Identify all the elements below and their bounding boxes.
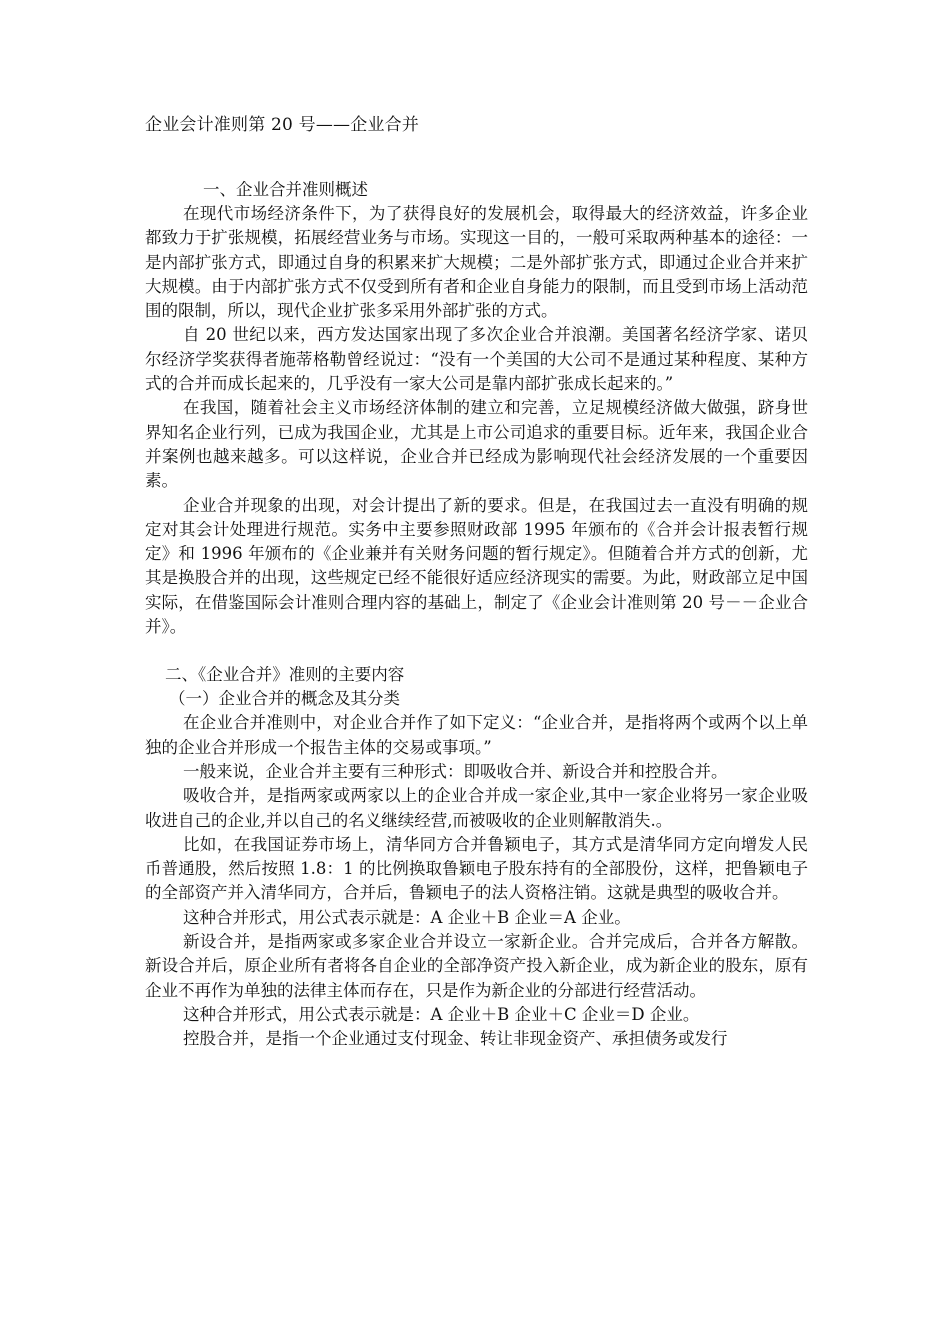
- paragraph: 一般来说，企业合并主要有三种形式：即吸收合并、新设合并和控股合并。: [183, 761, 728, 781]
- paragraph: 吸收合并，是指两家或两家以上的企业合并成一家企业,其中一家企业将另一家企业吸收进自己的企业,并以自己的名义继续经营,而被吸收的企业则解散消失.。: [145, 786, 808, 830]
- section-main-content: [145, 663, 808, 1051]
- paragraph: 这种合并形式，用公式表示就是：A 企业＋B 企业＝A 企业。: [183, 907, 631, 927]
- paragraph: 这种合并形式，用公式表示就是：A 企业＋B 企业＋C 企业＝D 企业。: [183, 1004, 700, 1024]
- paragraph: 在企业合并准则中，对企业合并作了如下定义：“企业合并，是指将两个或两个以上单独的企业合并形成一个报告主体的交易或事项。”: [145, 713, 808, 757]
- paragraph: 企业合并现象的出现，对会计提出了新的要求。但是，在我国过去一直没有明确的规定对其会计处理进行规范。实务中主要参照财政部 1995 年颁布的《合并会计报表暂行规定》和 1996 年颁布的《企业兼并有关财务问题的暂行规定》。但随着合并方式的创新，尤其是换股合并的出现，这些规定已经不能很好适应经济现实的需要。为此，财政部立足中国实际，在借鉴国际会计准则合理内容的基础上，制定了《企业会计准则第 20 号－－企业合并》。: [145, 495, 808, 637]
- paragraph: 控股合并，是指一个企业通过支付现金、转让非现金资产、承担债务或发行: [183, 1029, 728, 1049]
- section-heading: 一、企业合并准则概述: [203, 180, 368, 199]
- section-heading: 二、《企业合并》准则的主要内容: [165, 665, 405, 685]
- paragraph: 比如，在我国证券市场上，清华同方合并鲁颖电子，其方式是清华同方定向增发人民币普通股，然后按照 1.8：1 的比例换取鲁颖电子股东持有的全部股份，这样，把鲁颖电子的全部资产并入清华同方，合并后，鲁颖电子的法人资格注销。这就是典型的吸收合并。: [145, 834, 808, 903]
- section-spacer: [145, 639, 808, 663]
- document-title: 企业会计准则第 20 号——企业合并: [145, 115, 420, 135]
- paragraph: 自 20 世纪以来，西方发达国家出现了多次企业合并浪潮。美国著名经济学家、诺贝尔经济学奖获得者施蒂格勒曾经说过：“没有一个美国的大公司不是通过某种程度、某种方式的合并而成长起来的，几乎没有一家大公司是靠内部扩张成长起来的。”: [145, 325, 808, 394]
- subsection-heading: （一）企业合并的概念及其分类: [169, 689, 400, 709]
- paragraph: 在我国，随着社会主义市场经济体制的建立和完善，立足规模经济做大做强，跻身世界知名企业行列，已成为我国企业，尤其是上市公司追求的重要目标。近年来，我国企业合并案例也越来越多。可以这样说，企业合并已经成为影响现代社会经济发展的一个重要因素。: [145, 398, 808, 491]
- document-page: [145, 112, 808, 1052]
- paragraph: 在现代市场经济条件下，为了获得良好的发展机会，取得最大的经济效益，许多企业都致力于扩张规模，拓展经营业务与市场。实现这一目的，一般可采取两种基本的途径：一是内部扩张方式，即通过自身的积累来扩大规模；二是外部扩张方式，即通过企业合并来扩大规模。由于内部扩张方式不仅受到所有者和企业自身能力的限制，而且受到市场上活动范围的限制，所以，现代企业扩张多采用外部扩张的方式。: [145, 204, 808, 321]
- paragraph: 新设合并，是指两家或多家企业合并设立一家新企业。合并完成后，合并各方解散。新设合并后，原企业所有者将各自企业的全部净资产投入新企业，成为新企业的股东，原有企业不再作为单独的法律主体而存在，只是作为新企业的分部进行经营活动。: [145, 932, 808, 1000]
- section-overview: [145, 178, 808, 639]
